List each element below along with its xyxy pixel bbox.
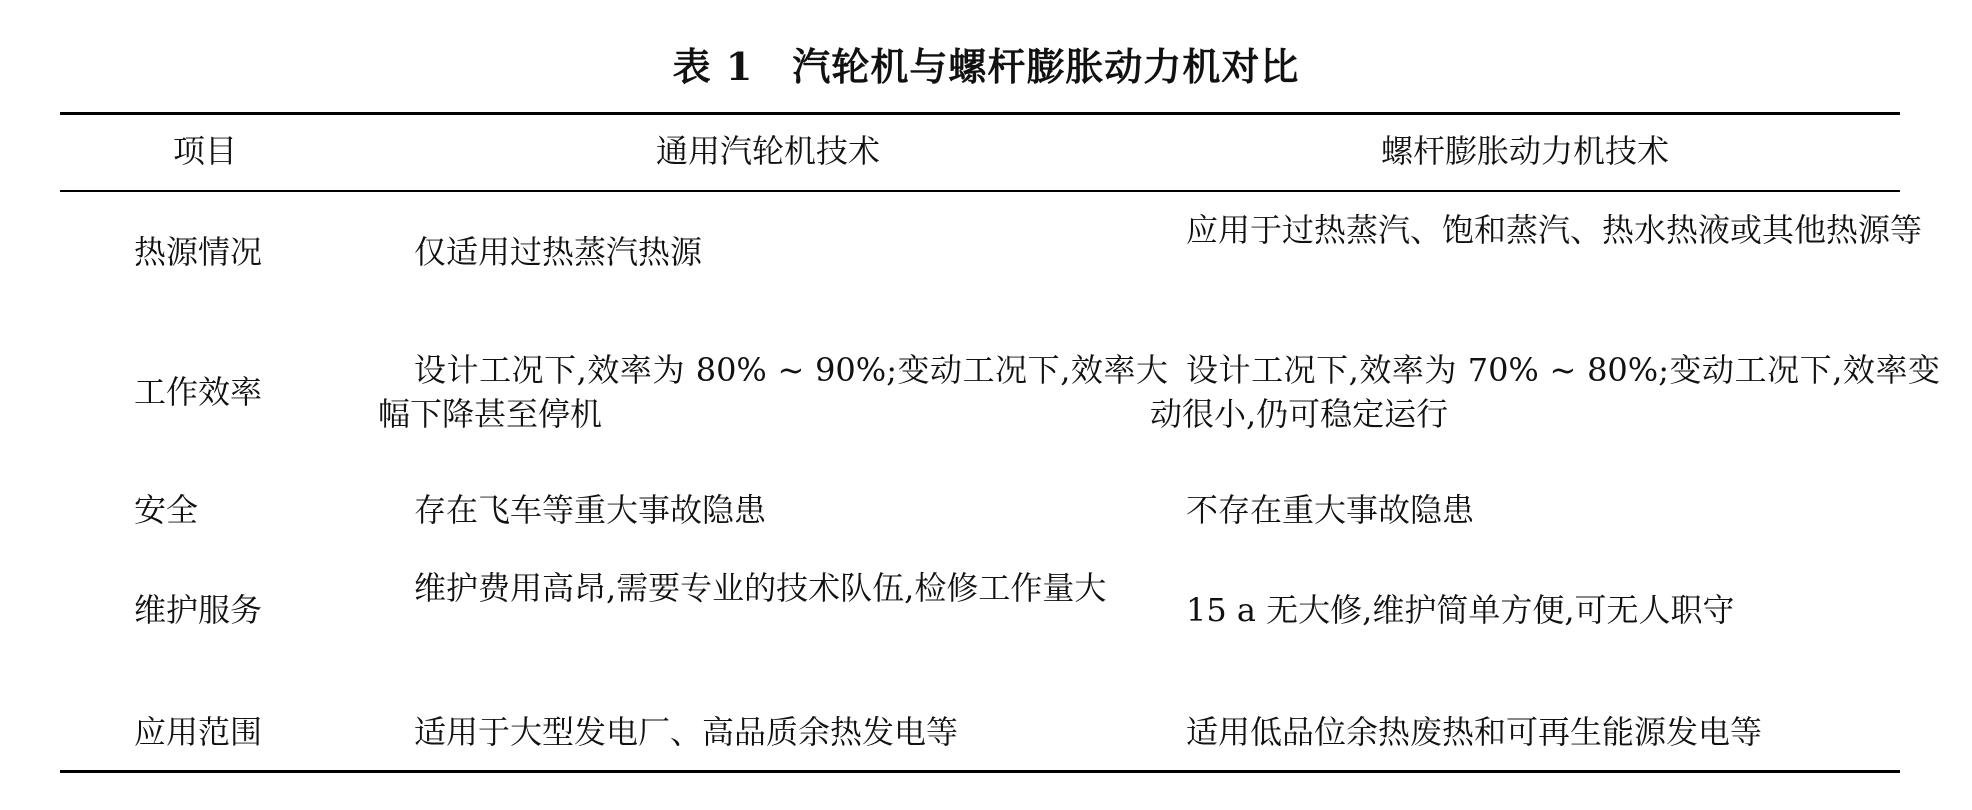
header-rule (60, 190, 1900, 192)
steam-turbine-cell: 设计工况下,效率为 80% ~ 90%;变动工况下,效率大幅下降甚至停机 (378, 351, 1168, 433)
steam-turbine-cell: 仅适用过热蒸汽热源 (414, 233, 703, 271)
table-row (60, 710, 1900, 760)
table-title: 表 1 汽轮机与螺杆膨胀动力机对比 (672, 44, 1300, 89)
row-item-label: 工作效率 (134, 373, 263, 411)
row-item-label: 维护服务 (134, 591, 263, 629)
screw-expander-cell: 适用低品位余热废热和可再生能源发电等 (1186, 713, 1763, 751)
table-row (60, 208, 1923, 318)
row-item-label: 安全 (134, 491, 199, 529)
header-steam-turbine: 通用汽轮机技术 (655, 132, 880, 170)
steam-turbine-cell: 维护费用高昂,需要专业的技术队伍,检修工作量大 (414, 569, 1107, 607)
table-row (60, 566, 1900, 676)
steam-turbine-cell: 适用于大型发电厂、高品质余热发电等 (414, 713, 959, 751)
screw-expander-cell: 15 a 无大修,维护简单方便,可无人职守 (1186, 591, 1735, 629)
header-item: 项目 (173, 132, 238, 170)
steam-turbine-cell: 存在飞车等重大事故隐患 (414, 491, 767, 529)
screw-expander-cell: 不存在重大事故隐患 (1186, 491, 1475, 529)
row-item-label: 应用范围 (134, 713, 263, 751)
header-screw-expander: 螺杆膨胀动力机技术 (1380, 132, 1669, 170)
screw-expander-cell: 应用于过热蒸汽、饱和蒸汽、热水热液或其他热源等 (1186, 211, 1923, 249)
table-row (60, 348, 1940, 458)
table-top-rule (60, 112, 1900, 115)
screw-expander-cell: 设计工况下,效率为 70% ~ 80%;变动工况下,效率变动很小,仍可稳定运行 (1150, 351, 1940, 433)
row-item-label: 热源情况 (134, 233, 263, 271)
table-bottom-rule (60, 770, 1900, 773)
table-row (60, 488, 1900, 548)
